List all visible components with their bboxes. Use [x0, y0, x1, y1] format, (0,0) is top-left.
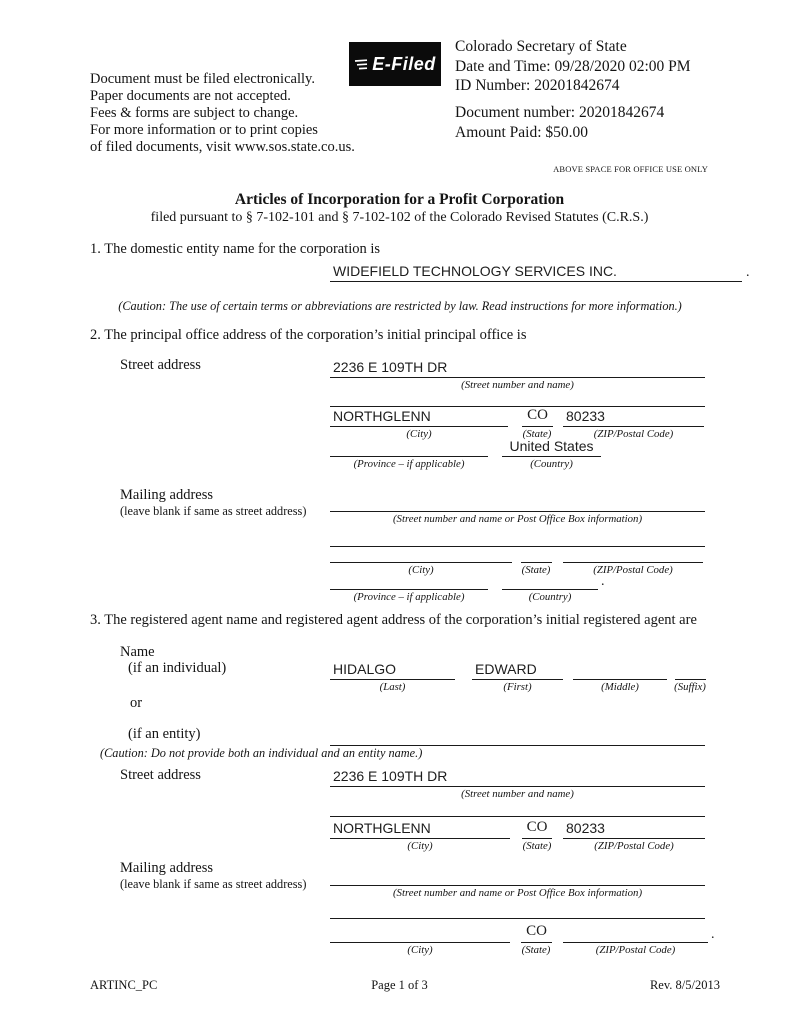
s2-mail-province-field: [330, 569, 488, 590]
s3-mailing-label: Mailing address: [120, 860, 214, 876]
s3-middle-field: [573, 659, 667, 680]
s2-street-field: [330, 357, 705, 378]
footer-page-number: Page 1 of 3: [371, 978, 428, 992]
s3-first-field: [472, 659, 563, 680]
header-note-line: Paper documents are not accepted.: [90, 88, 291, 104]
section3-label: 3. The registered agent name and registered agent address of the corporation’s initial registered agent are: [90, 612, 697, 628]
header-left-note: [90, 71, 355, 156]
s2-mail-state-field: [521, 542, 552, 563]
s2-mail-country-caption: (Country): [528, 591, 572, 603]
s2-mail-period: .: [601, 574, 605, 589]
s3-mail-period: .: [711, 927, 715, 942]
s3-city-value: NORTHGLENN: [333, 820, 431, 836]
s3-zip-caption: (ZIP/Postal Code): [594, 840, 674, 852]
s3-city-caption: (City): [407, 840, 433, 852]
s3-entity-label: (if an entity): [128, 726, 201, 742]
header-note-line: Document must be filed electronically.: [90, 71, 315, 87]
s3-entity-field: [330, 725, 705, 746]
s2-state-field: [522, 406, 553, 427]
s3-mail-street2-field: [330, 898, 705, 919]
s3-mail-street-caption: (Street number and name or Post Office Box information): [392, 887, 643, 899]
s2-state-value: CO: [527, 407, 548, 423]
s2-mail-city-field: [330, 542, 512, 563]
s3-state-field: [522, 818, 552, 839]
s2-zip-value: 80233: [566, 408, 605, 424]
s2-mail-street-caption: (Street number and name or Post Office Box information): [392, 513, 643, 525]
efiled-stamp: [349, 42, 441, 86]
payment-info-line: Document number: 20201842674: [455, 104, 665, 121]
s3-street-caption: (Street number and name): [461, 788, 574, 800]
s2-mail-state-caption: (State): [521, 564, 551, 576]
office-use-note: ABOVE SPACE FOR OFFICE USE ONLY: [553, 164, 708, 174]
header-note-line: of filed documents, visit www.sos.state.co.us.: [90, 139, 355, 155]
s3-or-label: or: [130, 695, 143, 711]
filing-info-line: Date and Time: 09/28/2020 02:00 PM: [455, 57, 691, 75]
footer-revision: Rev. 8/5/2013: [649, 978, 720, 992]
s2-street-label: Street address: [120, 357, 201, 373]
s2-mail-street-field: [330, 491, 705, 512]
s3-middle-caption: (Middle): [601, 681, 639, 693]
s2-city-field: [330, 406, 508, 427]
payment-info-line: Amount Paid: $50.00: [455, 123, 589, 141]
s3-street-value: 2236 E 109TH DR: [333, 768, 448, 784]
s2-country-caption: (Country): [530, 458, 573, 470]
s2-mailing-note: (leave blank if same as street address): [120, 504, 307, 518]
s2-zip-caption: (ZIP/Postal Code): [593, 428, 674, 440]
s2-mail-zip-field: [563, 542, 703, 563]
s2-mail-city-caption: (City): [408, 564, 434, 576]
s3-street-field: [330, 766, 705, 787]
footer-form-code: ARTINC_PC: [90, 978, 158, 992]
s3-first-value: EDWARD: [475, 661, 537, 677]
s3-state-value: CO: [526, 819, 548, 835]
s3-last-caption: (Last): [379, 681, 406, 693]
s2-city-value: NORTHGLENN: [333, 408, 431, 424]
efiled-stamp-label: E-Filed: [372, 53, 436, 74]
s3-state-caption: (State): [522, 840, 552, 852]
s2-street2-field: [330, 386, 705, 407]
s3-individual-label: (if an individual): [128, 660, 227, 676]
s2-province-caption: (Province – if applicable): [353, 458, 465, 470]
s3-name-label: Name: [120, 644, 155, 660]
section1-label: 1. The domestic entity name for the corporation is: [90, 241, 381, 257]
entity-line-period: .: [746, 265, 750, 280]
s3-street-label: Street address: [120, 767, 201, 783]
section2-label: 2. The principal office address of the corporation’s initial principal office is: [90, 327, 527, 343]
s3-last-value: HIDALGO: [333, 661, 397, 677]
filing-info-line: ID Number: 20201842674: [455, 77, 620, 94]
s2-country-field: [502, 436, 601, 457]
s3-first-caption: (First): [503, 681, 532, 693]
s3-city-field: [330, 818, 510, 839]
form-title: Articles of Incorporation for a Profit Corporation: [234, 191, 565, 208]
s3-mail-state-field: [521, 922, 552, 943]
speed-lines-icon: [354, 58, 369, 71]
entity-name-value: WIDEFIELD TECHNOLOGY SERVICES INC.: [333, 263, 617, 279]
s3-mailing-note: (leave blank if same as street address): [120, 877, 307, 891]
s2-mail-country-field: [502, 569, 598, 590]
payment-info-block: [455, 103, 664, 142]
s2-state-caption: (State): [522, 428, 552, 440]
s3-street2-field: [330, 796, 705, 817]
s3-suffix-field: [675, 659, 706, 680]
s3-caution: (Caution: Do not provide both an individual and an entity name.): [100, 746, 423, 760]
s2-street-value: 2236 E 109TH DR: [333, 359, 448, 375]
s2-street-caption: (Street number and name): [461, 379, 574, 391]
s2-mail-province-caption: (Province – if applicable): [353, 591, 465, 603]
s2-mailing-label: Mailing address: [120, 487, 214, 503]
filing-info-block: [455, 37, 691, 96]
s3-mail-city-field: [330, 922, 510, 943]
s3-mail-state-value: CO: [526, 923, 547, 939]
filing-info-line: Colorado Secretary of State: [455, 38, 627, 55]
s2-country-value: United States: [509, 438, 594, 454]
s3-mail-state-caption: (State): [521, 944, 551, 956]
s3-mail-zip-caption: (ZIP/Postal Code): [595, 944, 676, 956]
s3-mail-street-field: [330, 865, 705, 886]
s3-last-field: [330, 659, 455, 680]
s3-suffix-caption: (Suffix): [674, 681, 706, 693]
s3-mail-city-caption: (City): [407, 944, 433, 956]
header-note-line: For more information or to print copies: [90, 122, 318, 138]
header-note-line: Fees & forms are subject to change.: [90, 105, 299, 121]
s2-mail-zip-caption: (ZIP/Postal Code): [593, 564, 673, 576]
s3-mail-zip-field: [563, 922, 708, 943]
s3-zip-value: 80233: [566, 820, 605, 836]
entity-name-field: [330, 261, 742, 282]
form-subtitle: filed pursuant to § 7-102-101 and § 7-102-102 of the Colorado Revised Statutes (C.R.S.): [150, 210, 649, 225]
s2-city-caption: (City): [406, 428, 432, 440]
section1-caution: (Caution: The use of certain terms or abbreviations are restricted by law. Read instructions for more information.): [118, 299, 682, 313]
s3-zip-field: [563, 818, 705, 839]
s2-province-field: [330, 436, 488, 457]
s2-zip-field: [563, 406, 704, 427]
